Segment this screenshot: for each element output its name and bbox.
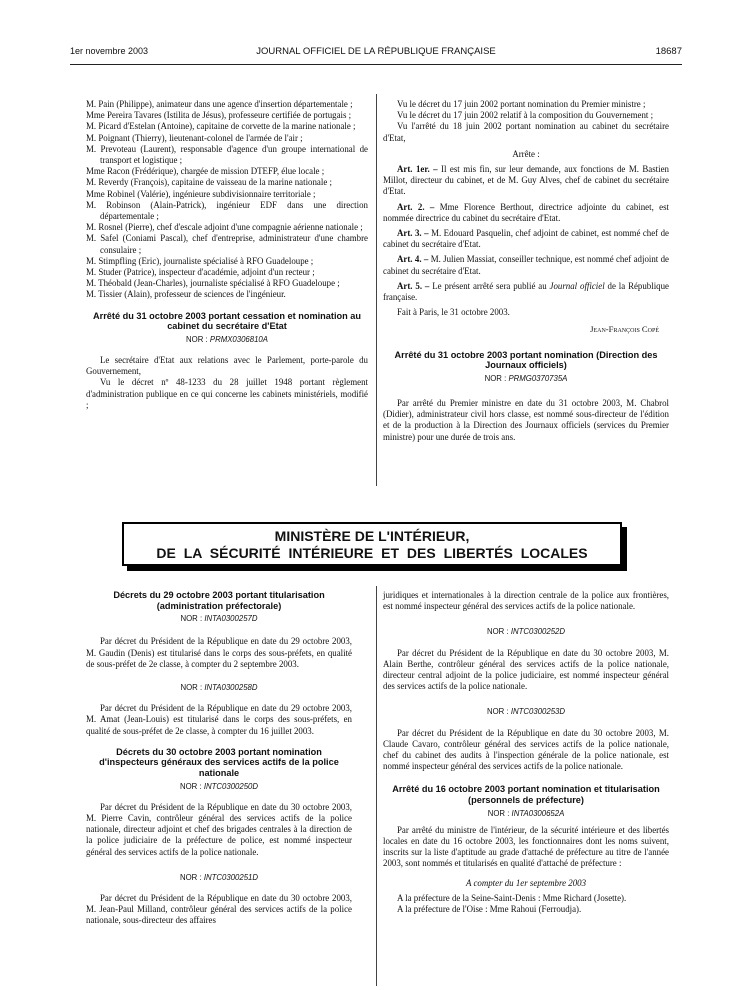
nor-code: INTA0300652A [511,808,565,818]
vu-line: Vu le décret du 17 juin 2002 portant nomination du Premier ministre ; [397,99,646,109]
nor-line: NOR : INTA0300258D [180,683,258,692]
nor-line: NOR : INTA0300257D [180,614,258,624]
paragraph: Par décret du Président de la République en date du 30 octobre 2003, M. Claude Cavaro, contrôleur général des services actifs de la police nationale, chef du cabinet des audits à l'inspection générale de la police nationale, est nommé inspecteur général des services actifs de la police nationale. [383,727,669,772]
nor-code: PRMX0306810A [209,334,268,344]
column-4 [383,590,669,915]
column-1 [86,99,368,411]
paragraph: Par décret du Président de la République en date du 30 octobre 2003, M. Alain Berthe, contrôleur général des services actifs de la police nationale, directeur central adjoint de la police judiciaire, est nommé inspecteur général des services actifs de la police nationale. [383,647,669,692]
article-4: Art. 4. – M. Julien Massiat, conseiller technique, est nommé chef adjoint de cabinet du secrétaire d'Etat. [383,254,669,276]
nor-line: NOR : PRMG0370735A [484,373,568,383]
paragraph: Par arrêté du Premier ministre en date du 31 octobre 2003, M. Chabrol (Didier), administrateur civil hors classe, est nommé sous-directeur de l'édition et de la production à la Direction des Journaux officiels (services du Premier ministre) pour une durée de trois ans. [383,398,669,442]
nor-code: INTC0300253D [510,707,566,717]
nor-line: NOR : INTA0300652A [487,808,565,818]
list-item: M. Rosnel (Pierre), chef d'escale adjoint d'une compagnie aérienne nationale ; [86,222,363,233]
list-item: Mme Pereira Tavares (Istilita de Jésus), professeure certifiée de portugais ; [86,110,352,121]
paragraph: Par décret du Président de la République en date du 30 octobre 2003, M. Jean-Paul Milland, contrôleur général des services actifs de la police nationale, sous-directeur des affaires [86,893,352,926]
ministry-line-2: DE LA SÉCURITÉ INTÉRIEURE ET DES LIBERTÉS LOCALES [156,545,588,561]
list-item: A la préfecture de l'Oise : Mme Rahoui (Ferroudja). [397,904,582,915]
ministry-banner [122,522,622,566]
heading-arrete-personnels: Arrêté du 16 octobre 2003 portant nomination et titularisation (personnels de préfecture) [392,784,660,806]
fait-line: Fait à Paris, le 31 octobre 2003. [397,307,510,318]
list-item: M. Reverdy (François), capitaine de vaisseau de la marine nationale ; [86,177,332,188]
header-date: 1er novembre 2003 [70,46,149,56]
heading-arrete-cessation: Arrêté du 31 octobre 2003 portant cessation et nomination au cabinet du secrétaire d'Etat [92,310,362,332]
arrete-label: Arrête : [512,148,540,159]
nor-line: NOR : PRMX0306810A [186,334,268,344]
nor-code: INTC0300251D [203,872,259,882]
paragraph: juridiques et internationales à la direction centrale de la police aux frontières, est nommé inspecteur général des services actifs de la police nationale. [383,590,669,612]
article-5: Art. 5. – Le présent arrêté sera publié au Journal officiel de la République française. [383,280,669,303]
column-2 [383,99,669,443]
nor-line: NOR : INTC0300252D [486,627,566,637]
page-header [70,46,682,62]
list-item: Mme Racon (Frédérique), chargée de mission DTEFP, élue locale ; [86,166,325,177]
article-2: Art. 2. – Mme Florence Berthout, directrice adjointe du cabinet, est nommée directrice du cabinet du secrétaire d'Etat. [383,201,670,223]
heading-decrets-titularisation: Décrets du 29 octobre 2003 portant titularisation (administration préfectorale) [113,590,325,611]
heading-decrets-inspecteurs: Décrets du 30 octobre 2003 portant nomination d'inspecteurs généraux des services actifs de la police nationale [99,746,339,778]
article-3: Art. 3. – M. Edouard Pasquelin, chef adjoint de cabinet, est nommé chef de cabinet du secrétaire d'Etat. [383,228,669,250]
ministry-line-1: MINISTÈRE DE L'INTÉRIEUR, [274,528,470,544]
paragraph: Le secrétaire d'Etat aux relations avec le Parlement, porte-parole du Gouvernement, [86,355,368,377]
article-1: Art. 1er. – Il est mis fin, sur leur demande, aux fonctions de M. Bastien Millot, directeur du cabinet, et de M. Guy Alves, chef de cabinet du secrétaire d'Etat. [383,164,669,197]
paragraph: Vu le décret nº 48-1233 du 28 juillet 1948 portant règlement d'administration publique en ce qui concerne les cabinets ministériels, modifié ; [86,377,368,410]
column-divider [376,94,377,486]
paragraph: Par décret du Président de la République en date du 29 octobre 2003, M. Amat (Jean-Louis) est titularisé dans le corps des sous-préfets, en qualité de sous-préfet de 2e classe, à compter du 16 juillet 2003. [86,703,352,736]
list-item: M. Safel (Coniami Pascal), chef d'entreprise, administrateur d'une chambre consulaire ; [86,233,368,255]
list-item: M. Robinson (Alain-Patrick), ingénieur EDF dans une direction départementale ; [86,199,368,222]
header-rule [70,64,682,65]
nor-code: INTC0300252D [510,627,566,637]
signature: Jean-François Copé [590,324,659,335]
paragraph: Par décret du Président de la République en date du 30 octobre 2003, M. Pierre Cavin, contrôleur général des services actifs de la police nationale, directeur adjoint et chef des brigades centrales à la direction de la police judiciaire de la préfecture de police, est nommé inspecteur général des services actifs de la police nationale. [86,801,352,857]
nor-code: INTA0300258D [204,683,258,692]
paragraph: Par arrêté du ministre de l'intérieur, de la sécurité intérieure et des libertés locales en date du 16 octobre 2003, les fonctionnaires dont les noms suivent, inscrits sur la liste d'aptitude au grade d'attaché de préfecture au titre de l'année 2003, sont nommés et titularisés en qualité d'attaché de préfecture : [383,824,669,869]
heading-arrete-nomination: Arrêté du 31 octobre 2003 portant nomination (Direction des Journaux officiels) [394,349,658,371]
list-item: M. Pain (Philippe), animateur dans une agence d'insertion départementale ; [86,99,353,109]
nor-code: PRMG0370735A [508,373,568,383]
column-divider [376,586,377,986]
list-item: A la préfecture de la Seine-Saint-Denis : Mme Richard (Josette). [397,892,627,903]
names-list [86,99,368,301]
nor-line: NOR : INTC0300251D [179,872,259,882]
list-item: M. Tissier (Alain), professeur de sciences de l'ingénieur. [86,289,286,300]
vu-line: Vu l'arrêté du 18 juin 2002 portant nomination au cabinet du secrétaire d'Etat, [383,121,669,143]
paragraph: Par décret du Président de la République en date du 29 octobre 2003, M. Gaudin (Denis) est titularisé dans le corps des sous-préfets, en qualité de sous-préfet de 2e classe, à compter du 2 septembre 2003. [86,636,352,669]
date-line: A compter du 1er septembre 2003 [465,877,587,888]
header-title: JOURNAL OFFICIEL DE LA RÉPUBLIQUE FRANÇAISE [256,46,496,57]
list-item: M. Théobald (Jean-Charles), journaliste spécialisé à RFO Guadeloupe ; [86,278,340,289]
vu-line: Vu le décret du 17 juin 2002 relatif à la composition du Gouvernement ; [397,110,654,121]
nor-line: NOR : INTC0300253D [486,707,566,717]
nor-line: NOR : INTC0300250D [179,781,259,791]
list-item: M. Studer (Patrice), inspecteur d'académie, adjoint d'un recteur ; [86,267,315,278]
nor-code: INTA0300257D [204,614,258,624]
header-page-number: 18687 [655,46,682,57]
list-item: M. Poignant (Thierry), lieutenant-colonel de l'armée de l'air ; [86,132,303,143]
column-3 [86,590,352,927]
nor-code: INTC0300250D [203,781,259,791]
list-item: M. Prevoteau (Laurent), responsable d'agence d'un groupe international de transport et logistique ; [86,143,368,166]
list-item: M. Stimpfling (Eric), journaliste spécialisé à RFO Guadeloupe ; [86,255,314,266]
list-item: M. Picard d'Estelan (Antoine), capitaine de corvette de la marine nationale ; [86,121,356,132]
list-item: Mme Robinel (Valérie), ingénieure subdivisionnaire territoriale ; [86,188,316,199]
